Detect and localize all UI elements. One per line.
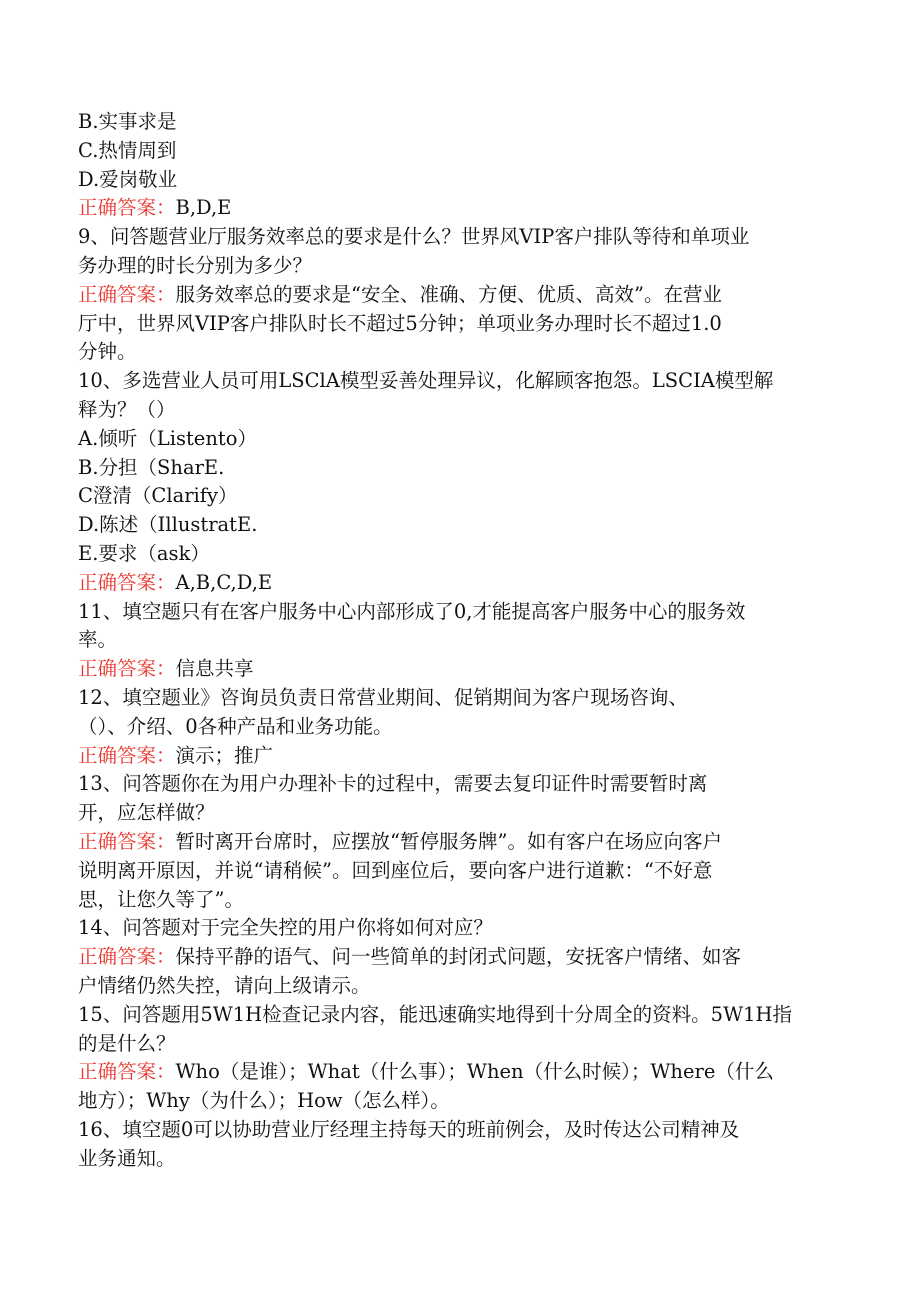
option-line: D.陈述（IllustratE. <box>78 513 258 537</box>
answer-block <box>78 281 838 367</box>
answer-label: 正确答案： <box>78 196 176 220</box>
answer-label: 正确答案： <box>78 657 176 681</box>
answer-block <box>78 828 838 914</box>
question-block <box>78 1116 838 1174</box>
answer-label: 正确答案： <box>78 743 176 767</box>
option-line: C.热情周到 <box>78 138 177 162</box>
answer-block <box>78 569 838 598</box>
answer-label: 正确答案： <box>78 570 176 594</box>
question-line: 务办理的时长分别为多少？ <box>78 253 313 277</box>
option-line: B.分担（SharE. <box>78 455 225 479</box>
answer-text: 分钟。 <box>78 340 137 364</box>
question-line: （）、介绍、0各种产品和业务功能。 <box>78 714 393 738</box>
answer-text: 演示；推广 <box>175 743 274 767</box>
answer-block <box>78 943 838 1001</box>
answer-label: 正确答案： <box>78 945 176 969</box>
question-block <box>78 770 838 828</box>
question-line: 12、填空题业》咨询员负责日常营业期间、促销期间为客户现场咨询、 <box>78 685 688 709</box>
document-page <box>78 108 838 1173</box>
answer-label: 正确答案： <box>78 282 176 306</box>
answer-block <box>78 742 838 771</box>
question-block <box>78 598 838 656</box>
answer-text: 保持平静的语气、问一些简单的封闭式问题，安抚客户情绪、如客 <box>175 945 742 969</box>
option-line: E.要求（ask） <box>78 541 210 565</box>
answer-line <box>78 194 838 223</box>
answer-line <box>78 857 838 886</box>
answer-label: 正确答案： <box>78 829 176 853</box>
question-block <box>78 1001 838 1059</box>
answer-text: 说明离开原因，并说“请稍候”。回到座位后，要向客户进行道歉：“不好意 <box>78 858 713 882</box>
answer-line <box>78 655 838 684</box>
answer-line <box>78 310 838 339</box>
answer-line <box>78 742 838 771</box>
answer-text: 服务效率总的要求是“安全、准确、方便、优质、高效”。在营业 <box>175 282 722 306</box>
question-line: 16、填空题0可以协助营业厅经理主持每天的班前例会，及时传达公司精神及 <box>78 1117 740 1141</box>
answer-line <box>78 569 838 598</box>
answer-text: A,B,C,D,E <box>175 570 273 594</box>
question-line: 10、多选营业人员可用LSClA模型妥善处理异议，化解顾客抱怨。LSCIA模型解 <box>78 369 774 393</box>
option-line: C澄清（Clarify） <box>78 484 238 508</box>
answer-line <box>78 972 838 1001</box>
answer-text: 厅中，世界风VIP客户排队时长不超过5分钟；单项业务办理时长不超过1.0 <box>78 311 722 335</box>
question-line: 11、填空题只有在客户服务中心内部形成了0,才能提高客户服务中心的服务效 <box>78 599 746 623</box>
answer-label: 正确答案： <box>78 1060 176 1084</box>
question-line: 13、问答题你在为用户办理补卡的过程中，需要去复印证件时需要暂时离 <box>78 772 708 796</box>
answer-text: 暂时离开台席时，应摆放“暂停服务牌”。如有客户在场应向客户 <box>175 829 722 853</box>
question-line: 率。 <box>78 628 118 652</box>
answer-block <box>78 1058 838 1116</box>
answer-line <box>78 886 838 915</box>
option-line: B.实事求是 <box>78 110 177 133</box>
question-block <box>78 914 838 943</box>
question-line: 9、问答题营业厅服务效率总的要求是什么？世界风VIP客户排队等待和单项业 <box>78 225 750 249</box>
answer-block <box>78 655 838 684</box>
question-line: 开，应怎样做？ <box>78 801 215 825</box>
answer-text: Who（是谁）；What（什么事）；When（什么时候）；Where（什么 <box>175 1060 774 1084</box>
answer-text: B,D,E <box>175 196 232 220</box>
answer-line <box>78 943 838 972</box>
answer-line <box>78 338 838 367</box>
answer-line <box>78 281 838 310</box>
question-block <box>78 684 838 742</box>
answer-block <box>78 194 838 223</box>
question-line: 释为？（） <box>78 397 176 421</box>
answer-text: 地方）；Why（为什么）；How（怎么样）。 <box>78 1089 450 1113</box>
question-block <box>78 367 838 425</box>
question-block <box>78 223 838 281</box>
question-line: 15、问答题用5W1H检查记录内容，能迅速确实地得到十分周全的资料。5W1H指 <box>78 1002 793 1026</box>
answer-line <box>78 1087 838 1116</box>
answer-line <box>78 828 838 857</box>
answer-text: 户情绪仍然失控，请向上级请示。 <box>78 973 371 997</box>
answer-line <box>78 1058 838 1087</box>
answer-text: 信息共享 <box>175 657 254 681</box>
answer-text: 思，让您久等了”。 <box>78 887 244 911</box>
question-line: 14、问答题对于完全失控的用户你将如何对应？ <box>78 916 493 940</box>
question-line: 的是什么？ <box>78 1031 176 1055</box>
option-line: D.爱岗敬业 <box>78 167 178 191</box>
option-line: A.倾听（Listento） <box>78 426 257 450</box>
question-line: 业务通知。 <box>78 1146 176 1170</box>
